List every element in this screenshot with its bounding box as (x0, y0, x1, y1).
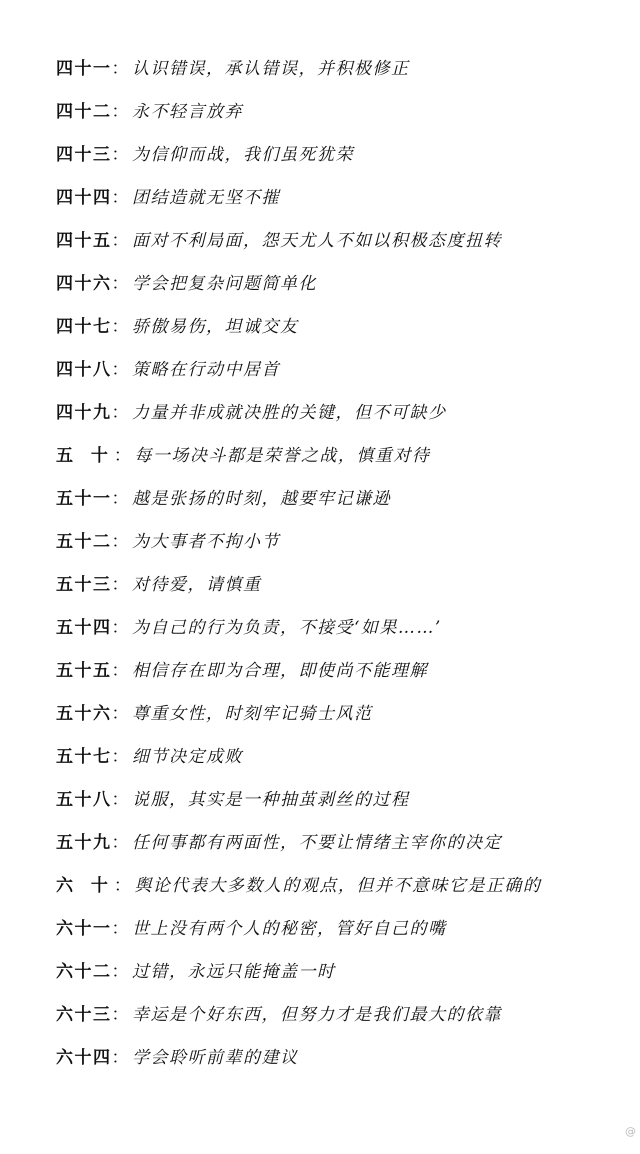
rule-separator: ： (111, 317, 130, 337)
rule-separator: ： (113, 876, 133, 896)
rule-text: 越是张扬的时刻，越要牢记谦逊 (132, 489, 391, 509)
rule-number: 四十四 (56, 188, 112, 208)
rule-separator: ： (111, 403, 130, 423)
rule-text: 为自己的行为负责，不接受‘如果……’ (132, 618, 442, 638)
rule-item-47 (56, 306, 626, 349)
rule-separator: ： (111, 274, 130, 294)
rule-text: 说服，其实是一种抽茧剥丝的过程 (132, 790, 410, 810)
rule-separator: ： (111, 489, 130, 509)
rule-separator: ： (111, 188, 130, 208)
rule-item-48 (56, 349, 626, 392)
rule-text: 对待爱，请慎重 (132, 575, 262, 595)
rule-item-50 (56, 435, 626, 478)
rule-item-45 (56, 220, 626, 263)
rule-text: 策略在行动中居首 (132, 360, 280, 380)
rule-item-55 (56, 650, 626, 693)
rule-number: 五十九 (56, 833, 112, 853)
rule-number: 五十五 (56, 661, 112, 681)
rule-text: 骄傲易伤，坦诚交友 (132, 317, 299, 337)
rule-number: 四十六 (56, 274, 112, 294)
rule-text: 细节决定成败 (132, 747, 243, 767)
rule-item-60 (56, 865, 626, 908)
rule-text: 每一场决斗都是荣誉之战，慎重对待 (134, 446, 431, 466)
rule-item-54 (56, 607, 626, 650)
rule-text: 为大事者不拘小节 (132, 532, 280, 552)
rule-text: 为信仰而战，我们虽死犹荣 (132, 145, 354, 165)
rule-item-41 (56, 48, 626, 91)
rules-list (56, 48, 626, 1080)
rule-separator: ： (111, 360, 130, 380)
rule-number: 四十三 (56, 145, 112, 165)
rule-separator: ： (111, 145, 130, 165)
rule-text: 学会聆听前辈的建议 (132, 1048, 299, 1068)
rule-item-59 (56, 822, 626, 865)
rule-separator: ： (111, 661, 130, 681)
rule-number: 五十二 (56, 532, 112, 552)
rule-separator: ： (111, 704, 130, 724)
rule-text: 相信存在即为合理，即使尚不能理解 (132, 661, 428, 681)
rule-number: 六十三 (56, 1005, 112, 1025)
rule-number: 六十二 (56, 962, 112, 982)
rule-item-46 (56, 263, 626, 306)
rule-item-49 (56, 392, 626, 435)
rule-separator: ： (113, 446, 133, 466)
rule-item-62 (56, 951, 626, 994)
rule-separator: ： (111, 59, 130, 79)
rule-item-61 (56, 908, 626, 951)
rule-separator: ： (111, 102, 130, 122)
rule-separator: ： (111, 618, 130, 638)
rule-text: 面对不利局面，怨天尤人不如以积极态度扭转 (132, 231, 502, 251)
rule-number: 四十五 (56, 231, 112, 251)
rule-item-51 (56, 478, 626, 521)
rule-separator: ： (111, 790, 130, 810)
rule-separator: ： (111, 575, 130, 595)
rule-item-44 (56, 177, 626, 220)
rule-text: 世上没有两个人的秘密，管好自己的嘴 (132, 919, 447, 939)
rule-item-43 (56, 134, 626, 177)
rule-item-63 (56, 994, 626, 1037)
rule-number: 五十六 (56, 704, 112, 724)
rule-separator: ： (111, 833, 130, 853)
rule-text: 团结造就无坚不摧 (132, 188, 280, 208)
rule-number: 五十一 (56, 489, 112, 509)
rule-number: 五 十 (56, 446, 114, 466)
rule-item-53 (56, 564, 626, 607)
rule-item-56 (56, 693, 626, 736)
rule-item-57 (56, 736, 626, 779)
rule-item-42 (56, 91, 626, 134)
rule-separator: ： (111, 919, 130, 939)
rule-number: 六十四 (56, 1048, 112, 1068)
rule-text: 认识错误，承认错误，并积极修正 (132, 59, 410, 79)
rule-separator: ： (111, 962, 130, 982)
rule-text: 舆论代表大多数人的观点，但并不意味它是正确的 (134, 876, 542, 896)
rule-item-58 (56, 779, 626, 822)
rule-number: 六 十 (56, 876, 114, 896)
rule-separator: ： (111, 1005, 130, 1025)
rule-number: 五十八 (56, 790, 112, 810)
rule-item-52 (56, 521, 626, 564)
rule-separator: ： (111, 1048, 130, 1068)
rule-number: 六十一 (56, 919, 112, 939)
rule-number: 四十九 (56, 403, 112, 423)
rule-number: 四十八 (56, 360, 112, 380)
rule-text: 力量并非成就决胜的关键，但不可缺少 (132, 403, 447, 423)
rule-item-64 (56, 1037, 626, 1080)
rule-text: 学会把复杂问题简单化 (132, 274, 317, 294)
rule-number: 四十二 (56, 102, 112, 122)
rule-separator: ： (111, 231, 130, 251)
rule-number: 四十一 (56, 59, 112, 79)
rule-separator: ： (111, 747, 130, 767)
watermark: @ (625, 1125, 636, 1138)
rule-number: 五十三 (56, 575, 112, 595)
rule-text: 任何事都有两面性，不要让情绪主宰你的决定 (132, 833, 502, 853)
rule-text: 幸运是个好东西，但努力才是我们最大的依靠 (132, 1005, 502, 1025)
rule-separator: ： (111, 532, 130, 552)
rule-text: 过错，永远只能掩盖一时 (132, 962, 336, 982)
rule-text: 尊重女性，时刻牢记骑士风范 (132, 704, 373, 724)
rule-number: 五十七 (56, 747, 112, 767)
rule-number: 四十七 (56, 317, 112, 337)
rule-number: 五十四 (56, 618, 112, 638)
rule-text: 永不轻言放弃 (132, 102, 243, 122)
